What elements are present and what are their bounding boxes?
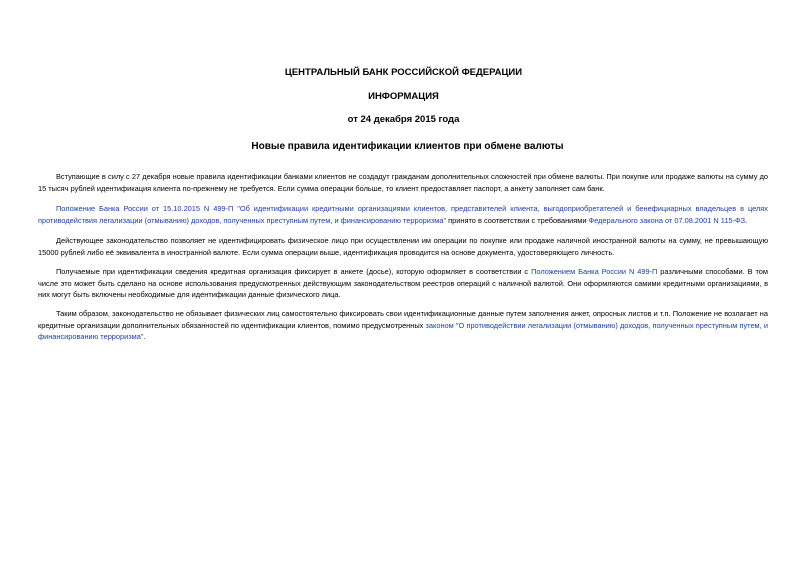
regulation-499p-short-link[interactable]: Положением Банка России N 499-П — [531, 267, 658, 276]
paragraph-5-text-1: Таким образом, законодательство не обязывает физических лиц самостоятельно фиксировать свои идентификационные данные путем заполнения анкет, опросных листов и т.п. Положение не возлагает на кредитные организации дополнительных обязанностей по идентификации клиентов, помимо предусмотренных — [38, 309, 768, 330]
paragraph-4-text-2: различными способами. В том числе это может быть сделано на основе использования предусмотренных действующим законодательством реестров операций с наличной валютой. Они оформляются самими кредитными организациями, в них могут быть включены необходимые для идентификации данные физического лица. — [38, 267, 768, 299]
paragraph-3-text: Действующее законодательство позволяет не идентифицировать физическое лицо при осуществлении им операции по покупке или продаже наличной иностранной валюты на сумму, не превышающую 15000 рублей либо её эквивалента в иностранной валюте. Если сумма операции выше, идентификация проводится на основе документа, удостоверяющего личность. — [38, 236, 768, 257]
paragraph-2-text-2: . — [745, 215, 748, 225]
document-type-heading: ИНФОРМАЦИЯ — [368, 91, 439, 102]
anti-laundering-law-link[interactable]: законом "О противодействии легализации (отмыванию) доходов, полученных преступным путем, и финансированию терроризма" — [38, 320, 768, 341]
paragraph-1-text: Вступающие в силу с 27 декабря новые правила идентификации банками клиентов не создадут гражданам дополнительных сложностей при обмене валюты. При покупке или продаже валюты на сумму до 15 тысяч рублей идентификация клиента по-прежнему не требуется. Если сумма операции больше, то клиент предоставляет паспорт, а анкету заполняет сам банк. — [38, 172, 768, 193]
paragraph-2 — [38, 203, 768, 226]
paragraph-1 — [38, 171, 768, 194]
paragraph-4-text-1: Получаемые при идентификации сведения кредитная организация фиксирует в анкете (досье), которую оформляет в соответствии с — [56, 267, 532, 276]
paragraph-2-text-1: принято в соответствии с требованиями — [446, 215, 589, 225]
paragraph-3 — [38, 235, 768, 258]
federal-law-115fz-link[interactable]: Федерального закона от 07.08.2001 N 115-ФЗ — [588, 215, 746, 225]
document-title: Новые правила идентификации клиентов при обмене валюты — [251, 141, 564, 152]
organization-heading: ЦЕНТРАЛЬНЫЙ БАНК РОССИЙСКОЙ ФЕДЕРАЦИИ — [284, 67, 523, 78]
paragraph-4 — [38, 266, 768, 301]
paragraph-5-text-2: . — [143, 332, 146, 341]
paragraph-5 — [38, 308, 768, 343]
document-date: от 24 декабря 2015 года — [347, 114, 460, 125]
regulation-499p-link[interactable]: Положение Банка России от 15.10.2015 N 499-П "Об идентификации кредитными организациями клиентов, представителей клиента, выгодоприобретателей и бенефициарных владельцев в целях противодействия легализации (отмыванию) доходов, полученных преступным путем, и финансированию терроризма" — [38, 204, 768, 225]
